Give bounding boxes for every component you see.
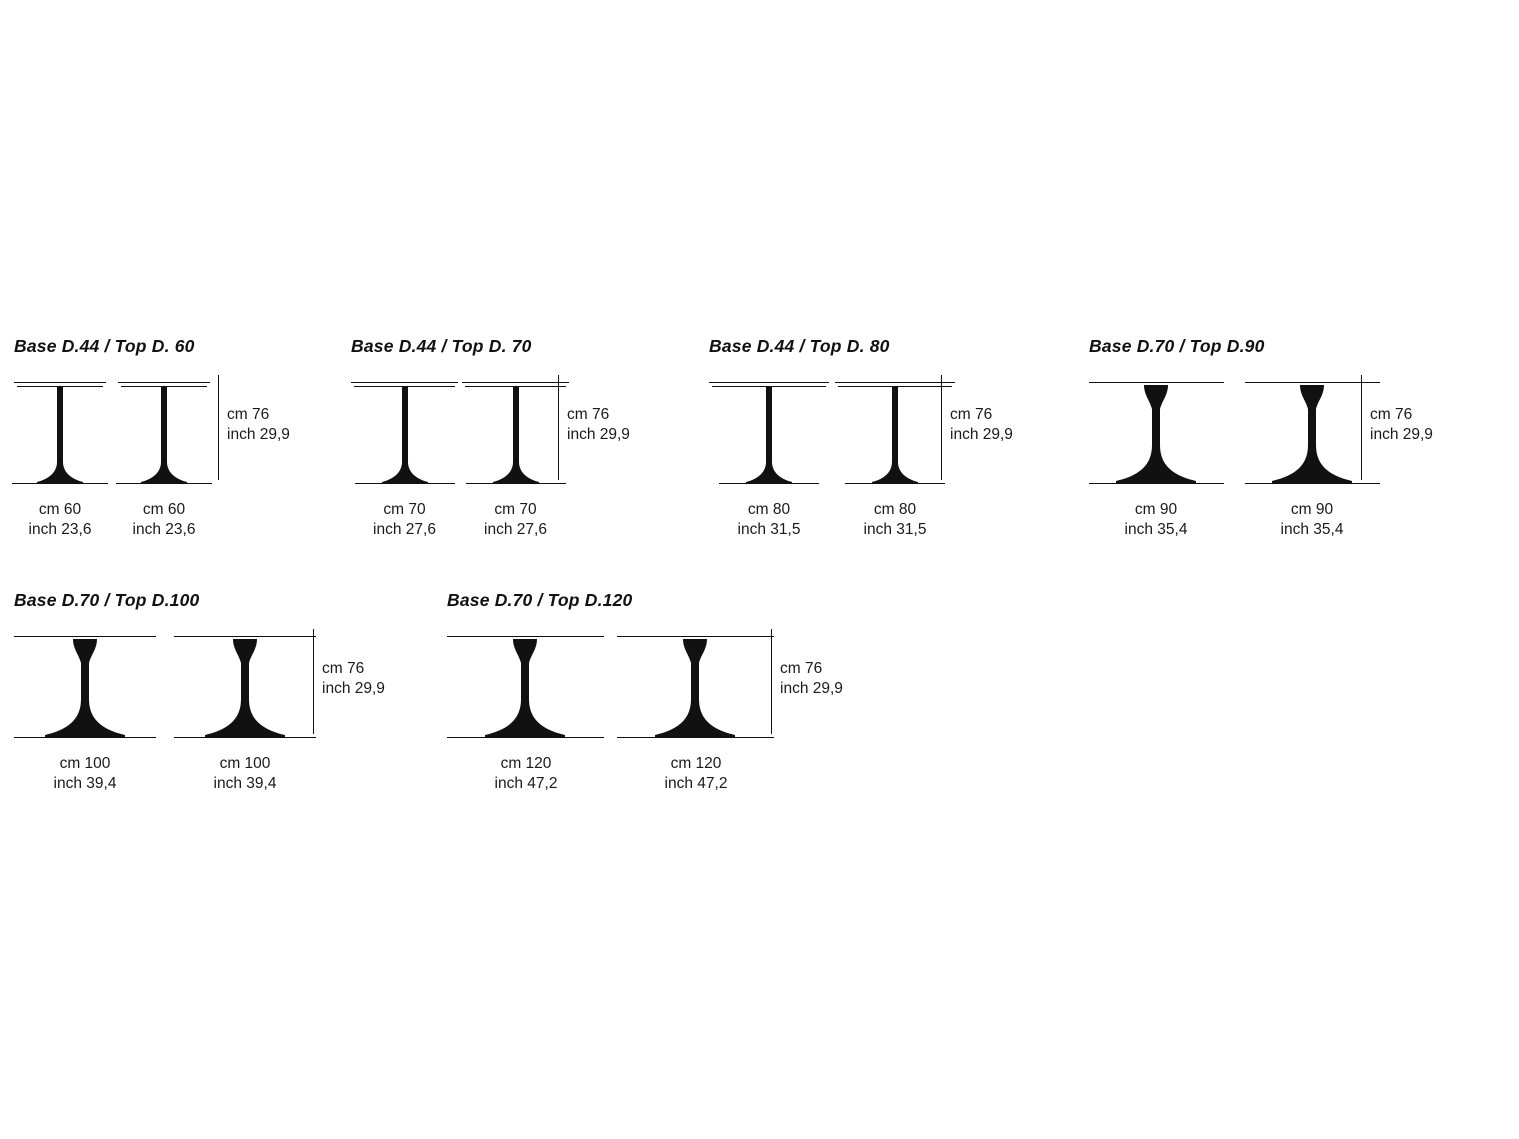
table-column xyxy=(892,387,898,459)
table-column xyxy=(766,387,772,459)
table-top-edge xyxy=(118,382,210,383)
table-base-flare xyxy=(205,639,285,738)
height-dimension-label: cm 76 inch 29,9 xyxy=(567,406,630,443)
table-figure xyxy=(709,382,829,487)
width-dimension-label: cm 60 inch 23,6 xyxy=(132,501,196,539)
table-base-flare xyxy=(45,639,125,738)
table-floor-line xyxy=(355,483,455,484)
height-dimension-label: cm 76 inch 29,9 xyxy=(1370,406,1433,443)
table-figure xyxy=(14,636,156,741)
table-top-edge xyxy=(351,382,458,383)
width-dimension-label: cm 120 inch 47,2 xyxy=(494,755,558,793)
width-dimension-label: cm 90 inch 35,4 xyxy=(1124,501,1188,539)
height-dimension-line xyxy=(218,375,219,480)
table-base-flare xyxy=(655,639,735,738)
width-dimension-label: cm 70 inch 27,6 xyxy=(373,501,436,539)
table-base-flare xyxy=(1116,385,1196,484)
table-figure xyxy=(462,382,569,487)
height-dimension-line xyxy=(313,629,314,734)
size-group-base70-top90 xyxy=(1089,336,1449,545)
width-dimension-label: cm 70 inch 27,6 xyxy=(484,501,547,539)
table-figure xyxy=(118,382,210,487)
height-dimension-label: cm 76 inch 29,9 xyxy=(950,406,1013,443)
table-top-edge xyxy=(14,382,106,383)
group-title: Base D.44 / Top D. 80 xyxy=(709,336,890,356)
height-dimension-line xyxy=(941,375,942,480)
table-column xyxy=(402,387,408,459)
table-figure xyxy=(351,382,458,487)
size-group-base44-top60 xyxy=(14,336,314,545)
table-floor-line xyxy=(719,483,819,484)
table-floor-line xyxy=(12,483,108,484)
table-column xyxy=(57,387,63,459)
table-base-flare xyxy=(37,454,83,484)
group-body xyxy=(709,375,1039,545)
table-figure xyxy=(174,636,316,741)
height-dimension-label: cm 76 inch 29,9 xyxy=(227,406,290,443)
group-title: Base D.70 / Top D.100 xyxy=(14,590,200,610)
width-dimension-label: cm 60 inch 23,6 xyxy=(28,501,92,539)
table-top-edge xyxy=(617,636,774,637)
width-dimension-label: cm 100 inch 39,4 xyxy=(53,755,117,793)
group-body xyxy=(1089,375,1449,545)
table-floor-line xyxy=(466,483,566,484)
group-title: Base D.44 / Top D. 60 xyxy=(14,336,195,356)
table-floor-line xyxy=(1089,483,1224,484)
table-base-flare xyxy=(746,454,792,484)
table-floor-line xyxy=(14,737,156,738)
table-floor-line xyxy=(845,483,945,484)
width-dimension-label: cm 90 inch 35,4 xyxy=(1280,501,1344,539)
table-top-edge xyxy=(174,636,316,637)
table-floor-line xyxy=(617,737,774,738)
height-dimension-label: cm 76 inch 29,9 xyxy=(322,660,385,697)
width-dimension-label: cm 120 inch 47,2 xyxy=(664,755,728,793)
group-body xyxy=(14,629,434,799)
table-figure xyxy=(617,636,774,741)
size-group-base44-top80 xyxy=(709,336,1039,545)
table-figure xyxy=(835,382,955,487)
table-top-edge xyxy=(1245,382,1380,383)
table-top-edge xyxy=(447,636,604,637)
table-base-flare xyxy=(141,454,187,484)
table-base-flare xyxy=(382,454,428,484)
width-dimension-label: cm 100 inch 39,4 xyxy=(213,755,277,793)
width-dimension-label: cm 80 inch 31,5 xyxy=(737,501,801,539)
size-group-base70-top120 xyxy=(447,590,877,799)
group-body xyxy=(351,375,671,545)
table-base-flare xyxy=(1272,385,1352,484)
table-floor-line xyxy=(447,737,604,738)
size-group-base70-top100 xyxy=(14,590,434,799)
table-figure xyxy=(1245,382,1380,487)
table-floor-line xyxy=(1245,483,1380,484)
table-base-flare xyxy=(493,454,539,484)
size-group-base44-top70 xyxy=(351,336,671,545)
table-base-flare xyxy=(485,639,565,738)
height-dimension-line xyxy=(558,375,559,480)
table-figure xyxy=(1089,382,1224,487)
table-floor-line xyxy=(116,483,212,484)
group-title: Base D.44 / Top D. 70 xyxy=(351,336,532,356)
table-top-edge xyxy=(835,382,955,383)
group-body xyxy=(447,629,877,799)
table-base-flare xyxy=(872,454,918,484)
table-figure xyxy=(14,382,106,487)
table-column xyxy=(513,387,519,459)
height-dimension-line xyxy=(771,629,772,734)
table-figure xyxy=(447,636,604,741)
table-top-edge xyxy=(462,382,569,383)
table-floor-line xyxy=(174,737,316,738)
table-top-edge xyxy=(14,636,156,637)
table-top-edge xyxy=(1089,382,1224,383)
height-dimension-label: cm 76 inch 29,9 xyxy=(780,660,843,697)
group-title: Base D.70 / Top D.90 xyxy=(1089,336,1265,356)
width-dimension-label: cm 80 inch 31,5 xyxy=(863,501,927,539)
table-column xyxy=(161,387,167,459)
height-dimension-line xyxy=(1361,375,1362,480)
group-title: Base D.70 / Top D.120 xyxy=(447,590,633,610)
table-top-edge xyxy=(709,382,829,383)
group-body xyxy=(14,375,314,545)
